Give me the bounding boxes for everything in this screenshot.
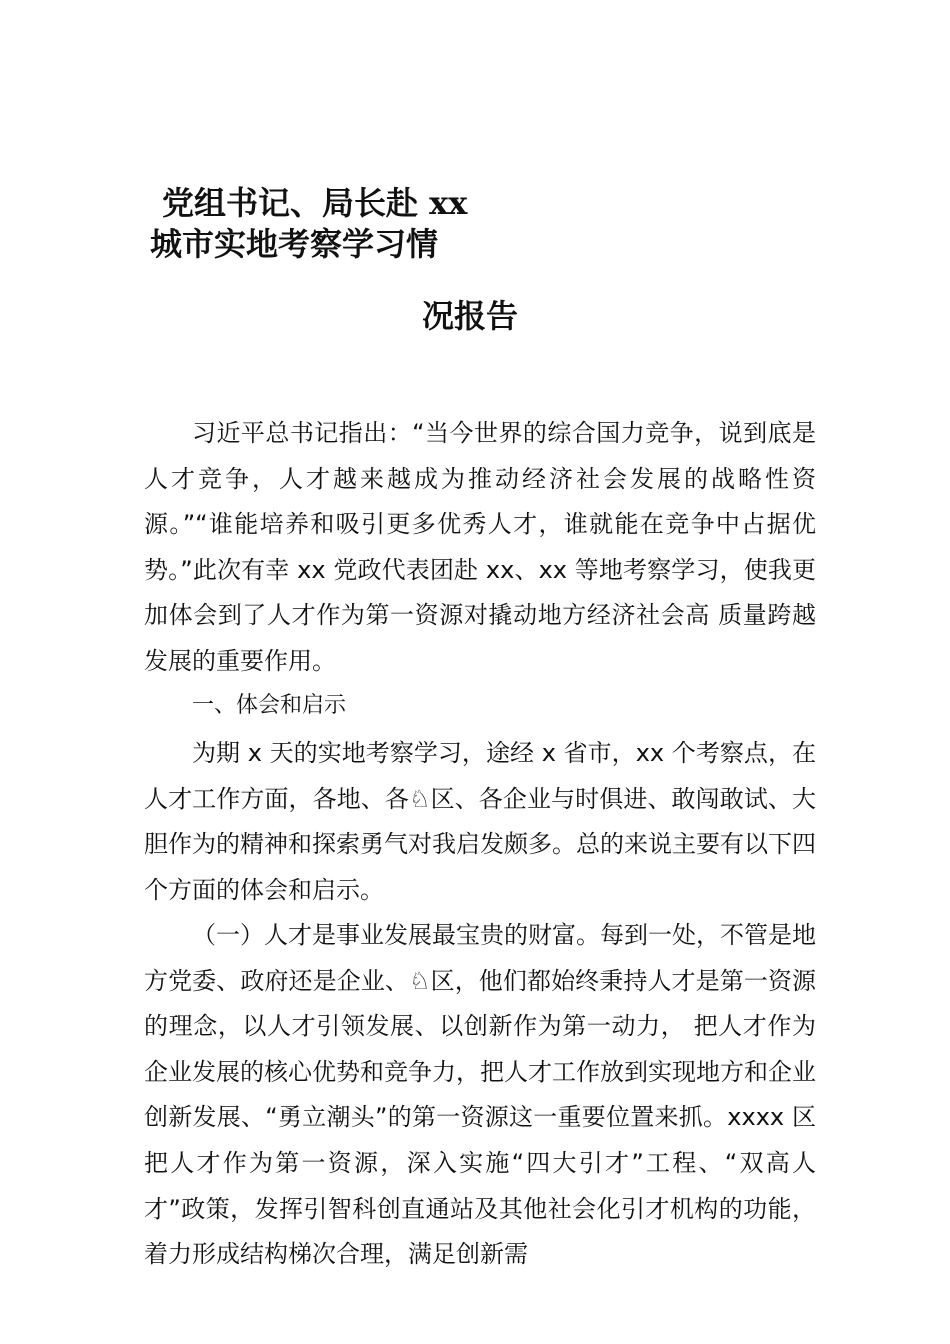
document-title-line-1: 党组书记、局长赴 xx [162, 184, 468, 222]
paragraph-intro [144, 411, 816, 685]
paragraph-overview-text: 为期 x 天的实地考察学习，途经 x 省市，xx 个考察点，在人才工作方面，各地、各♘区、各企业与时俱进、敢闯敢试、大胆作为的精神和探索勇气对我启发颇多。总的来说主要有以下四个方面的体会和启示。 [144, 739, 816, 904]
document-title-line-3: 况报告 [422, 297, 519, 335]
paragraph-overview [144, 731, 816, 913]
paragraph-talent-text: （一）人才是事业发展最宝贵的财富。每到一处，不管是地方党委、政府还是企业、♘区，他们都始终秉持人才是第一资源的理念，以人才引领发展、以创新作为第一动力， 把人才作为企业发展的核心优势和竞争力，把人才工作放到实现地方和企业创新发展、“勇立潮头”的第一资源这一重要位置来抓。xxxx 区把人才作为第一资源，深入实施“四大引才”工程、“双高人才”政策，发挥引智科创直通站及其他社会化引才机构的功能，着力形成结构梯次合理，满足创新需 [144, 921, 816, 1269]
paragraph-talent [144, 913, 816, 1278]
section-heading-experience: 一、体会和启示 [192, 693, 347, 718]
paragraph-intro-text: 习近平总书记指出：“当今世界的综合国力竞争，说到底是人才竞争，人才越来越成为推动经济社会发展的战略性资源。”“谁能培养和吸引更多优秀人才，谁就能在竞争中占据优势。”此次有幸 xx 党政代表团赴 xx、xx 等地考察学习，使我更加体会到了人才作为第一资源对撬动地方经济社会高 质量跨越发展的重要作用。 [144, 419, 816, 675]
document-title-line-2: 城市实地考察学习情 [150, 225, 439, 263]
